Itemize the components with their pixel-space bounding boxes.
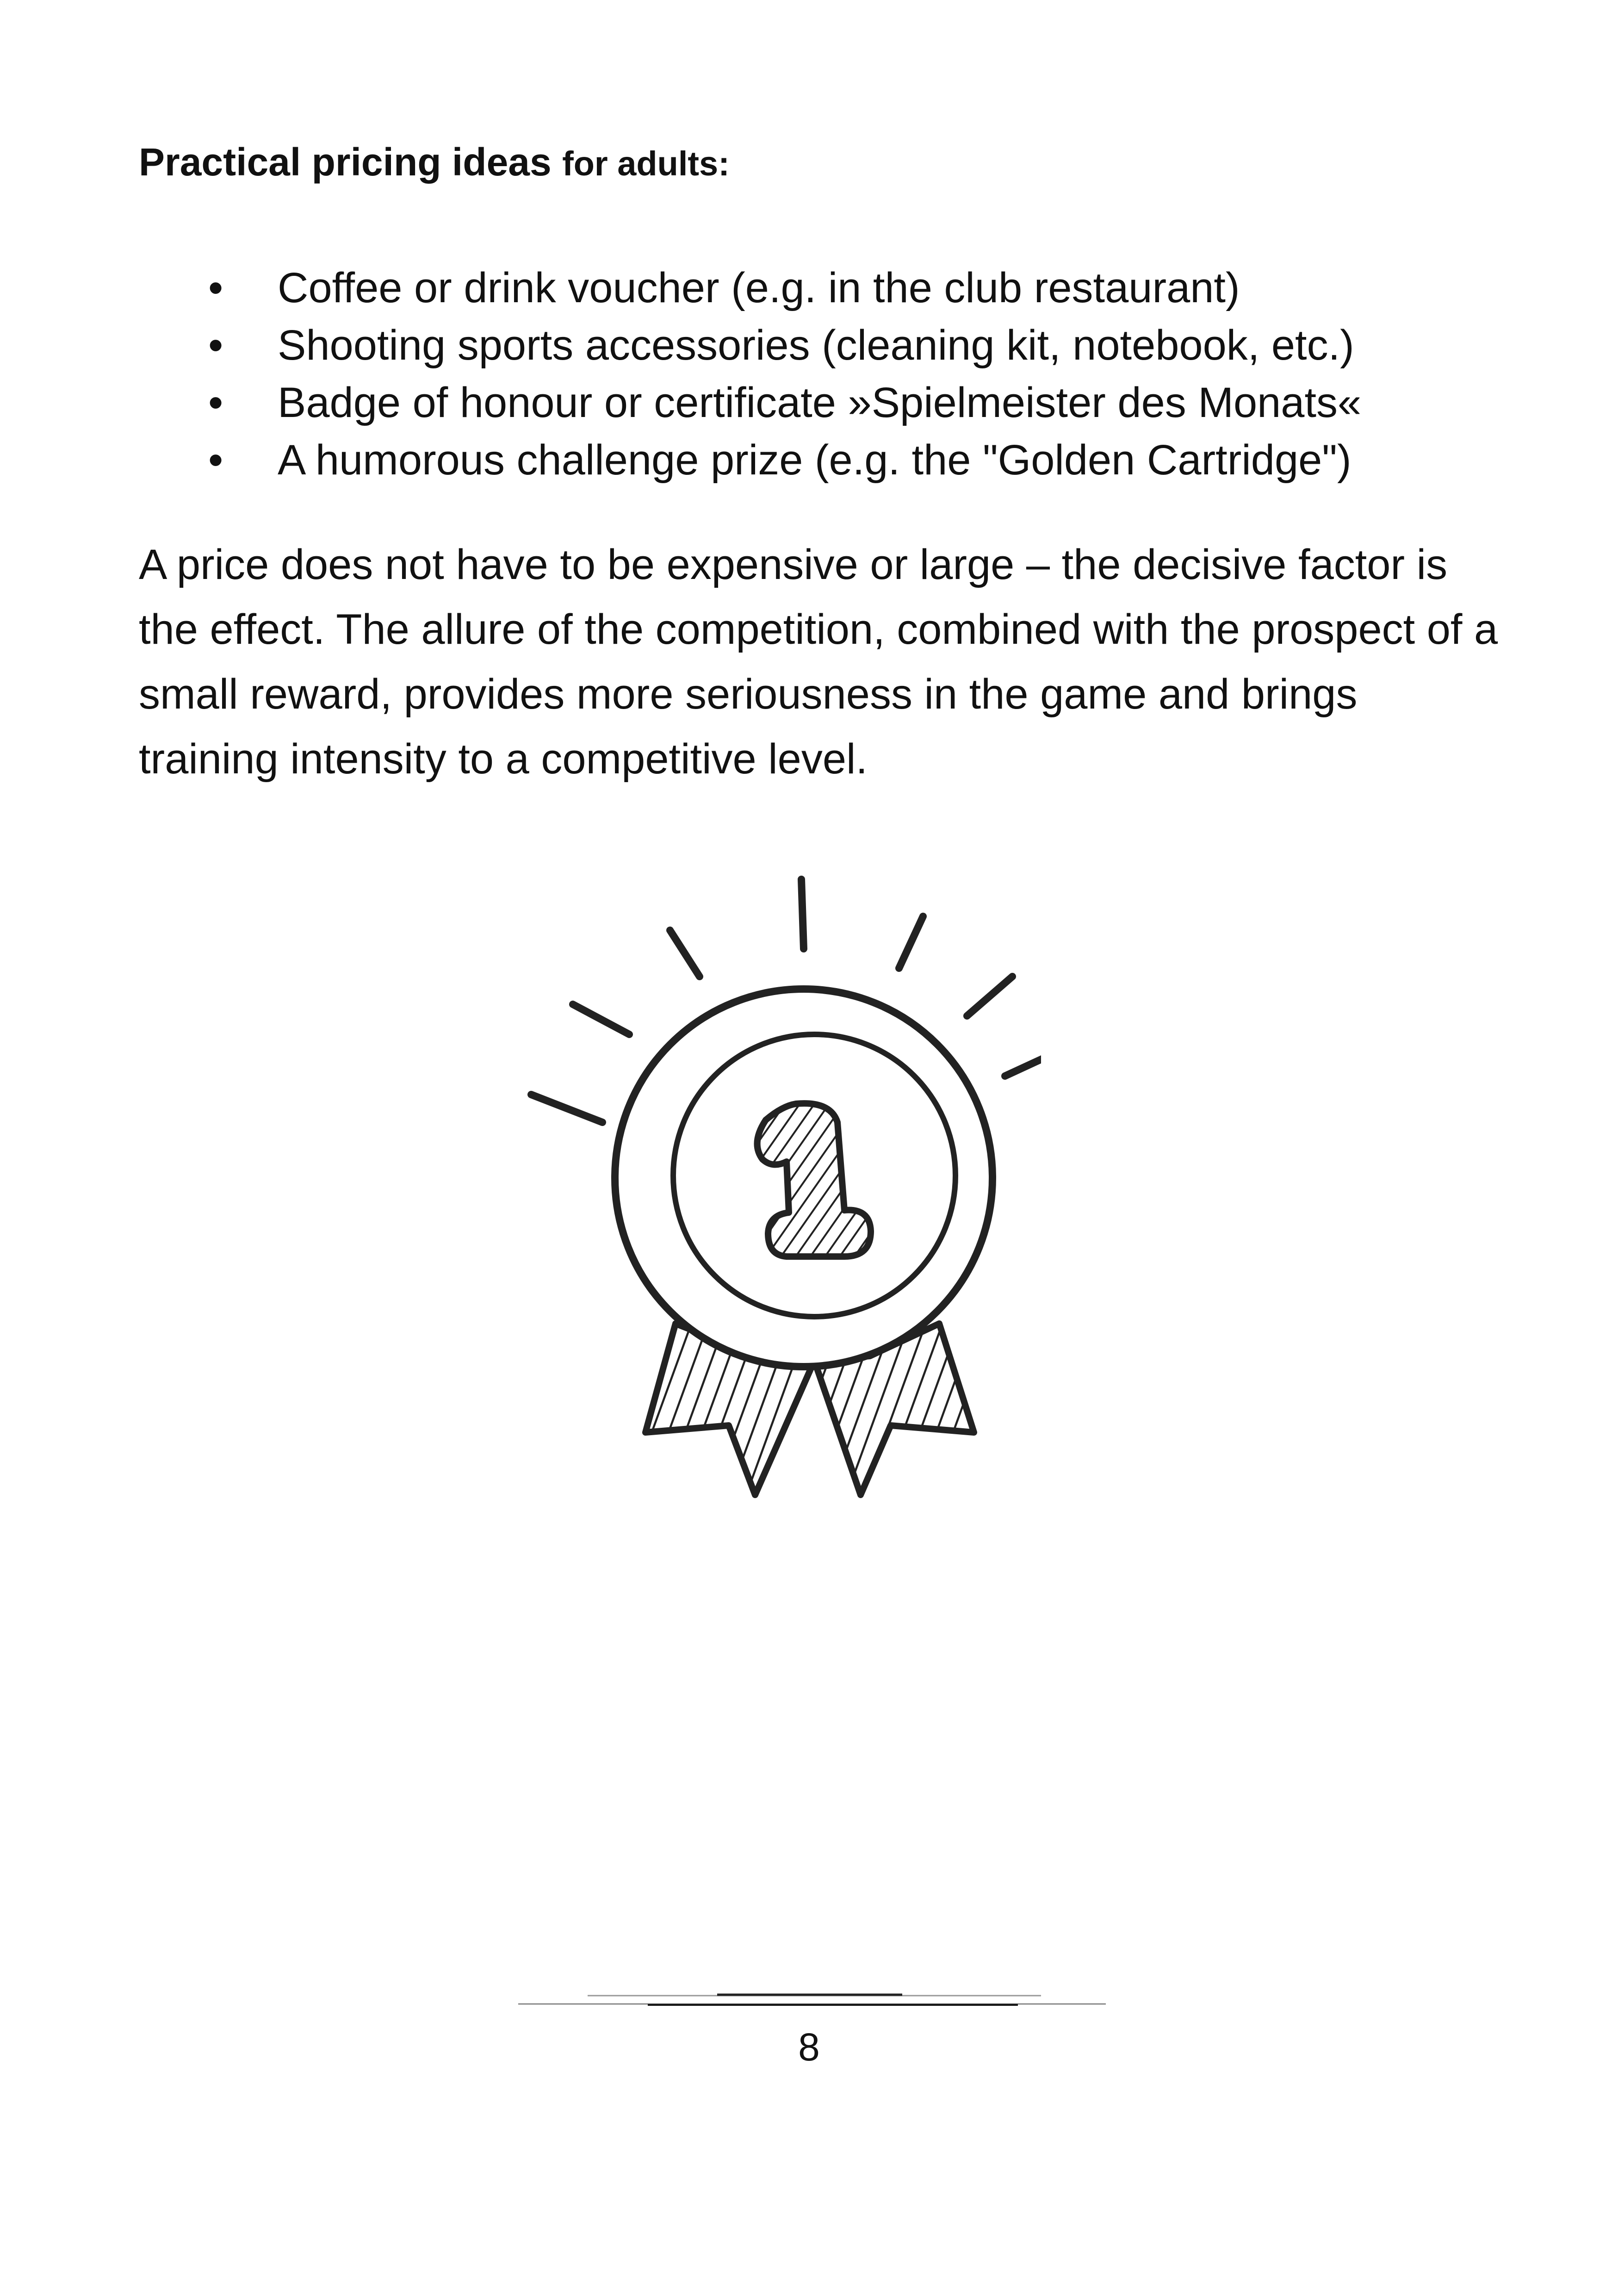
list-item-text: Badge of honour or certificate »Spielmeister des Monats« xyxy=(278,379,1362,426)
bullet-icon: • xyxy=(208,322,223,369)
bullet-icon: • xyxy=(208,379,223,426)
page-number: 8 xyxy=(798,2025,820,2069)
list-item-text: A humorous challenge prize (e.g. the "Golden Cartridge") xyxy=(278,436,1351,484)
prize-ideas-list xyxy=(139,259,1361,489)
list-item xyxy=(139,374,1361,431)
heading-small: for adults: xyxy=(562,144,730,183)
list-item xyxy=(139,259,1361,317)
first-place-medal-icon xyxy=(509,861,1041,1511)
list-item-text: Coffee or drink voucher (e.g. in the club restaurant) xyxy=(278,264,1240,311)
list-item-text: Shooting sports accessories (cleaning kit, notebook, etc.) xyxy=(278,322,1354,369)
heading-bold: Practical pricing ideas xyxy=(139,140,552,184)
body-paragraph: A price does not have to be expensive or large – the decisive factor is the effect. The allure of the competition, combined with the prospect of a small reward, provides more seriousness in the game and brings training intensity to a competitive level. xyxy=(139,541,1498,783)
footer-divider xyxy=(509,1990,1110,2011)
bullet-icon: • xyxy=(208,436,223,484)
section-heading xyxy=(139,139,730,186)
bullet-icon: • xyxy=(208,264,223,311)
list-item xyxy=(139,317,1361,374)
list-item xyxy=(139,431,1361,489)
